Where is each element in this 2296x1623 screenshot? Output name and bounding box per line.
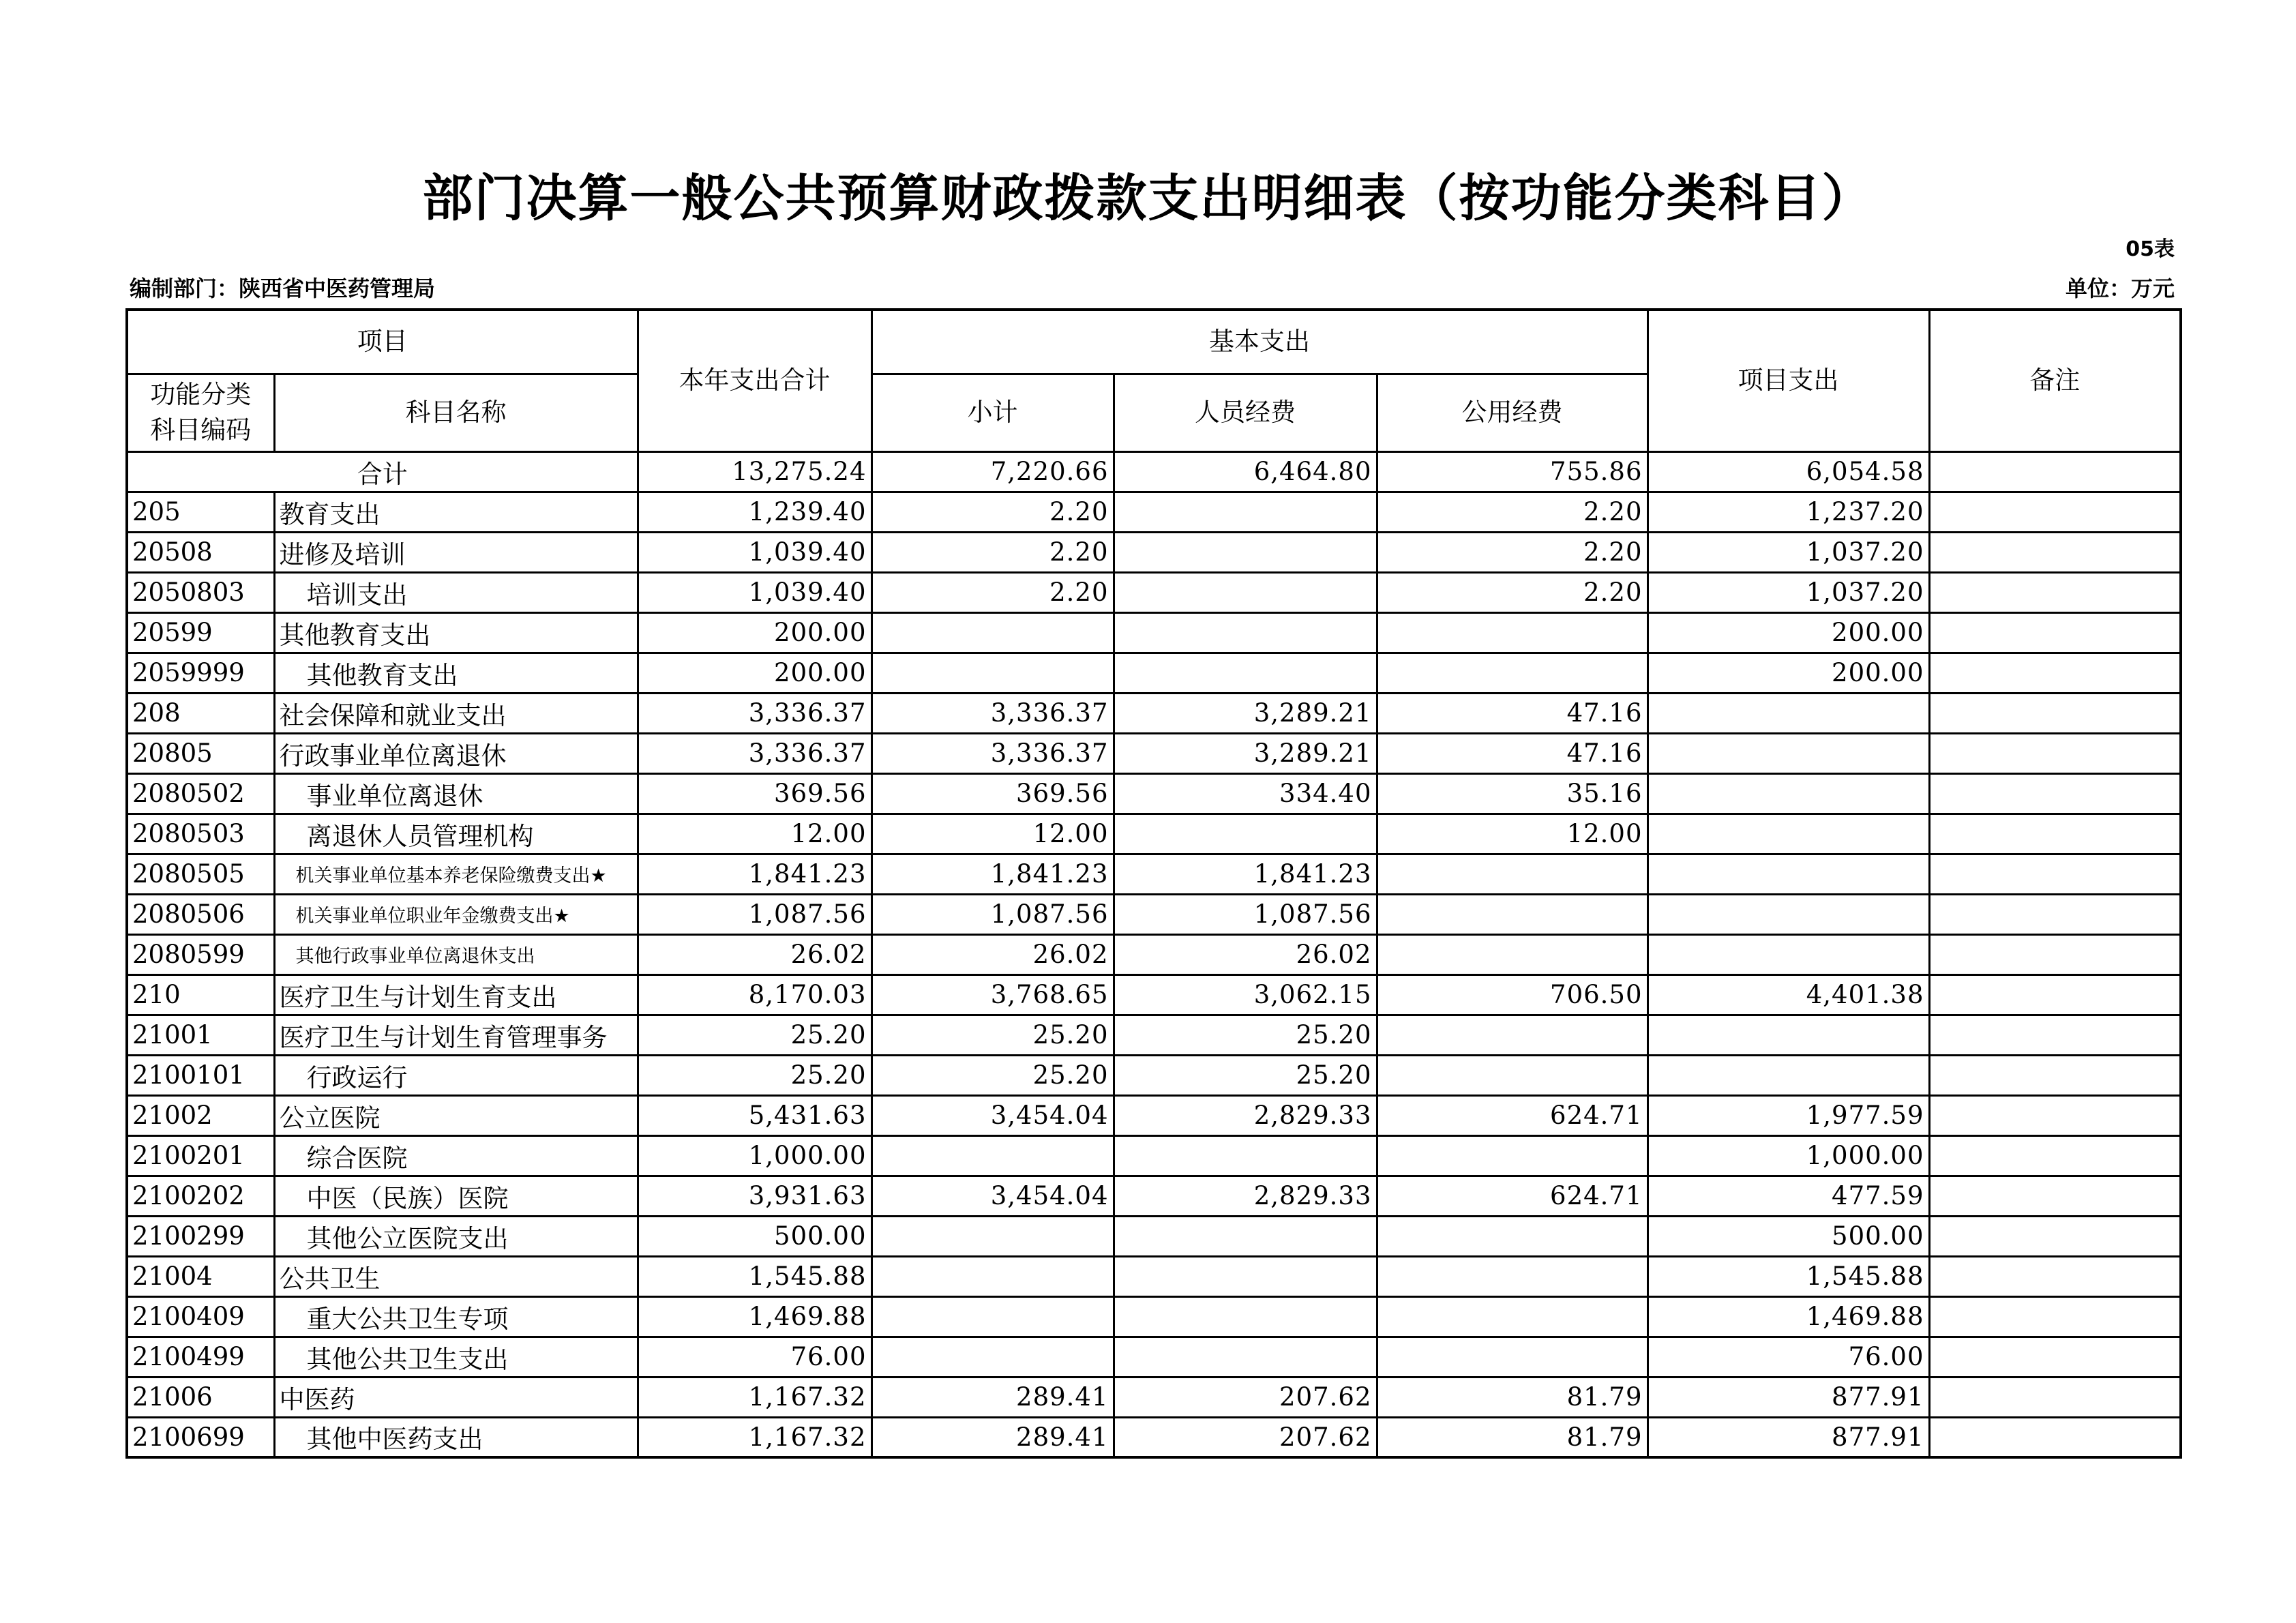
subtotal-cell xyxy=(871,612,1114,653)
header-subtotal: 小计 xyxy=(871,374,1114,451)
project-expenditure-cell xyxy=(1648,1015,1929,1055)
table-row xyxy=(127,612,2181,653)
public-cell xyxy=(1377,1256,1648,1296)
annual-total-cell: 200.00 xyxy=(638,612,871,653)
total-remark xyxy=(1929,451,2181,492)
subject-name-cell: 其他行政事业单位离退休支出 xyxy=(274,934,638,974)
remark-cell xyxy=(1929,894,2181,934)
personnel-cell xyxy=(1114,1296,1377,1337)
annual-total-cell: 1,469.88 xyxy=(638,1296,871,1337)
public-cell xyxy=(1377,854,1648,894)
project-expenditure-cell: 477.59 xyxy=(1648,1176,1929,1216)
public-cell: 2.20 xyxy=(1377,532,1648,572)
subject-name-cell: 机关事业单位基本养老保险缴费支出★ xyxy=(274,854,638,894)
remark-cell xyxy=(1929,773,2181,814)
personnel-cell: 25.20 xyxy=(1114,1015,1377,1055)
personnel-cell xyxy=(1114,1216,1377,1256)
table-row xyxy=(127,974,2181,1015)
public-cell: 81.79 xyxy=(1377,1417,1648,1457)
remark-cell xyxy=(1929,1015,2181,1055)
annual-total-cell: 1,167.32 xyxy=(638,1377,871,1417)
project-expenditure-cell xyxy=(1648,814,1929,854)
code-cell: 2100201 xyxy=(127,1135,274,1176)
personnel-cell: 2,829.33 xyxy=(1114,1095,1377,1135)
subtotal-cell: 2.20 xyxy=(871,492,1114,532)
code-cell: 2100499 xyxy=(127,1337,274,1377)
subtotal-cell: 3,768.65 xyxy=(871,974,1114,1015)
subtotal-cell xyxy=(871,1216,1114,1256)
table-row xyxy=(127,1256,2181,1296)
project-expenditure-cell xyxy=(1648,894,1929,934)
total-personnel: 6,464.80 xyxy=(1114,451,1377,492)
code-cell: 2100409 xyxy=(127,1296,274,1337)
code-cell: 2080599 xyxy=(127,934,274,974)
personnel-cell xyxy=(1114,1256,1377,1296)
code-cell: 21006 xyxy=(127,1377,274,1417)
public-cell xyxy=(1377,934,1648,974)
code-cell: 2050803 xyxy=(127,572,274,612)
subtotal-cell: 3,454.04 xyxy=(871,1095,1114,1135)
subject-name-cell: 医疗卫生与计划生育支出 xyxy=(274,974,638,1015)
code-cell: 205 xyxy=(127,492,274,532)
code-cell: 2080502 xyxy=(127,773,274,814)
project-expenditure-cell: 1,237.20 xyxy=(1648,492,1929,532)
personnel-cell xyxy=(1114,492,1377,532)
project-expenditure-cell xyxy=(1648,733,1929,773)
total-public: 755.86 xyxy=(1377,451,1648,492)
total-label: 合计 xyxy=(127,451,638,492)
subtotal-cell: 25.20 xyxy=(871,1055,1114,1095)
code-cell: 21004 xyxy=(127,1256,274,1296)
annual-total-cell: 8,170.03 xyxy=(638,974,871,1015)
annual-total-cell: 25.20 xyxy=(638,1055,871,1095)
subject-name-cell: 培训支出 xyxy=(274,572,638,612)
annual-total-cell: 3,336.37 xyxy=(638,693,871,733)
code-cell: 20508 xyxy=(127,532,274,572)
subtotal-cell xyxy=(871,1256,1114,1296)
table-number: 05表 xyxy=(2126,237,2175,261)
annual-total-cell: 1,087.56 xyxy=(638,894,871,934)
header-subject-name: 科目名称 xyxy=(274,374,638,451)
subject-name-cell: 综合医院 xyxy=(274,1135,638,1176)
total-annual: 13,275.24 xyxy=(638,451,871,492)
personnel-cell xyxy=(1114,1135,1377,1176)
personnel-cell: 2,829.33 xyxy=(1114,1176,1377,1216)
annual-total-cell: 1,239.40 xyxy=(638,492,871,532)
remark-cell xyxy=(1929,1337,2181,1377)
table-row xyxy=(127,572,2181,612)
remark-cell xyxy=(1929,1256,2181,1296)
remark-cell xyxy=(1929,1055,2181,1095)
header-function-code: 功能分类科目编码 xyxy=(127,374,274,451)
annual-total-cell: 1,841.23 xyxy=(638,854,871,894)
public-cell xyxy=(1377,612,1648,653)
table-row xyxy=(127,894,2181,934)
header-personnel: 人员经费 xyxy=(1114,374,1377,451)
project-expenditure-cell: 1,000.00 xyxy=(1648,1135,1929,1176)
remark-cell xyxy=(1929,693,2181,733)
subtotal-cell xyxy=(871,1337,1114,1377)
subject-name-cell: 社会保障和就业支出 xyxy=(274,693,638,733)
personnel-cell xyxy=(1114,814,1377,854)
project-expenditure-cell: 4,401.38 xyxy=(1648,974,1929,1015)
remark-cell xyxy=(1929,854,2181,894)
public-cell: 2.20 xyxy=(1377,492,1648,532)
subject-name-cell: 离退休人员管理机构 xyxy=(274,814,638,854)
personnel-cell xyxy=(1114,612,1377,653)
subject-name-cell: 其他中医药支出 xyxy=(274,1417,638,1457)
subject-name-cell: 中医药 xyxy=(274,1377,638,1417)
project-expenditure-cell xyxy=(1648,1055,1929,1095)
public-cell: 706.50 xyxy=(1377,974,1648,1015)
annual-total-cell: 1,545.88 xyxy=(638,1256,871,1296)
code-cell: 2059999 xyxy=(127,653,274,693)
subject-name-cell: 其他教育支出 xyxy=(274,612,638,653)
annual-total-cell: 5,431.63 xyxy=(638,1095,871,1135)
code-cell: 2080506 xyxy=(127,894,274,934)
public-cell xyxy=(1377,1216,1648,1256)
table-row xyxy=(127,1055,2181,1095)
annual-total-cell: 76.00 xyxy=(638,1337,871,1377)
table-row xyxy=(127,814,2181,854)
project-expenditure-cell xyxy=(1648,854,1929,894)
total-project: 6,054.58 xyxy=(1648,451,1929,492)
personnel-cell xyxy=(1114,653,1377,693)
public-cell xyxy=(1377,1055,1648,1095)
personnel-cell: 1,841.23 xyxy=(1114,854,1377,894)
subtotal-cell: 3,336.37 xyxy=(871,733,1114,773)
subtotal-cell: 369.56 xyxy=(871,773,1114,814)
remark-cell xyxy=(1929,572,2181,612)
subtotal-cell: 289.41 xyxy=(871,1377,1114,1417)
subject-name-cell: 教育支出 xyxy=(274,492,638,532)
public-cell xyxy=(1377,1135,1648,1176)
annual-total-cell: 3,931.63 xyxy=(638,1176,871,1216)
remark-cell xyxy=(1929,492,2181,532)
annual-total-cell: 369.56 xyxy=(638,773,871,814)
annual-total-cell: 500.00 xyxy=(638,1216,871,1256)
subject-name-cell: 机关事业单位职业年金缴费支出★ xyxy=(274,894,638,934)
personnel-cell: 26.02 xyxy=(1114,934,1377,974)
code-cell: 2080505 xyxy=(127,854,274,894)
remark-cell xyxy=(1929,1216,2181,1256)
project-expenditure-cell: 76.00 xyxy=(1648,1337,1929,1377)
subtotal-cell: 289.41 xyxy=(871,1417,1114,1457)
annual-total-cell: 1,039.40 xyxy=(638,532,871,572)
personnel-cell: 25.20 xyxy=(1114,1055,1377,1095)
table-row xyxy=(127,773,2181,814)
subject-name-cell: 重大公共卫生专项 xyxy=(274,1296,638,1337)
public-cell: 81.79 xyxy=(1377,1377,1648,1417)
annual-total-cell: 12.00 xyxy=(638,814,871,854)
personnel-cell: 3,289.21 xyxy=(1114,693,1377,733)
table-row xyxy=(127,1095,2181,1135)
project-expenditure-cell: 1,037.20 xyxy=(1648,532,1929,572)
annual-total-cell: 1,039.40 xyxy=(638,572,871,612)
table-row xyxy=(127,1296,2181,1337)
annual-total-cell: 3,336.37 xyxy=(638,733,871,773)
subtotal-cell xyxy=(871,1135,1114,1176)
remark-cell xyxy=(1929,1176,2181,1216)
subject-name-cell: 行政事业单位离退休 xyxy=(274,733,638,773)
subject-name-cell: 公共卫生 xyxy=(274,1256,638,1296)
code-cell: 2100101 xyxy=(127,1055,274,1095)
subtotal-cell: 26.02 xyxy=(871,934,1114,974)
public-cell: 12.00 xyxy=(1377,814,1648,854)
code-cell: 2100202 xyxy=(127,1176,274,1216)
remark-cell xyxy=(1929,1296,2181,1337)
code-cell: 21002 xyxy=(127,1095,274,1135)
table-row xyxy=(127,1337,2181,1377)
project-expenditure-cell xyxy=(1648,934,1929,974)
subtotal-cell: 3,336.37 xyxy=(871,693,1114,733)
table-row xyxy=(127,693,2181,733)
table-row xyxy=(127,733,2181,773)
subtotal-cell: 1,841.23 xyxy=(871,854,1114,894)
personnel-cell: 207.62 xyxy=(1114,1417,1377,1457)
personnel-cell: 3,062.15 xyxy=(1114,974,1377,1015)
annual-total-cell: 1,000.00 xyxy=(638,1135,871,1176)
public-cell xyxy=(1377,894,1648,934)
annual-total-cell: 25.20 xyxy=(638,1015,871,1055)
total-subtotal: 7,220.66 xyxy=(871,451,1114,492)
personnel-cell xyxy=(1114,572,1377,612)
annual-total-cell: 26.02 xyxy=(638,934,871,974)
code-cell: 21001 xyxy=(127,1015,274,1055)
header-project-expenditure: 项目支出 xyxy=(1648,310,1929,451)
subject-name-cell: 进修及培训 xyxy=(274,532,638,572)
remark-cell xyxy=(1929,934,2181,974)
code-cell: 20599 xyxy=(127,612,274,653)
public-cell: 624.71 xyxy=(1377,1176,1648,1216)
project-expenditure-cell xyxy=(1648,773,1929,814)
subtotal-cell: 12.00 xyxy=(871,814,1114,854)
subtotal-cell xyxy=(871,1296,1114,1337)
personnel-cell: 207.62 xyxy=(1114,1377,1377,1417)
subject-name-cell: 中医（民族）医院 xyxy=(274,1176,638,1216)
table-row xyxy=(127,653,2181,693)
public-cell xyxy=(1377,1337,1648,1377)
subject-name-cell: 医疗卫生与计划生育管理事务 xyxy=(274,1015,638,1055)
total-row xyxy=(127,451,2181,492)
subject-name-cell: 其他公立医院支出 xyxy=(274,1216,638,1256)
header-project: 项目 xyxy=(127,310,638,374)
table-row xyxy=(127,934,2181,974)
table-row xyxy=(127,532,2181,572)
expenditure-table xyxy=(125,308,2182,1459)
annual-total-cell: 200.00 xyxy=(638,653,871,693)
table-row xyxy=(127,1015,2181,1055)
unit-label: 单位：万元 xyxy=(2065,276,2175,301)
public-cell: 47.16 xyxy=(1377,733,1648,773)
subject-name-cell: 其他公共卫生支出 xyxy=(274,1337,638,1377)
subject-name-cell: 事业单位离退休 xyxy=(274,773,638,814)
remark-cell xyxy=(1929,1095,2181,1135)
code-cell: 2100699 xyxy=(127,1417,274,1457)
subject-name-cell: 其他教育支出 xyxy=(274,653,638,693)
subtotal-cell xyxy=(871,653,1114,693)
table-row xyxy=(127,854,2181,894)
personnel-cell: 334.40 xyxy=(1114,773,1377,814)
personnel-cell xyxy=(1114,532,1377,572)
project-expenditure-cell: 200.00 xyxy=(1648,653,1929,693)
remark-cell xyxy=(1929,653,2181,693)
public-cell: 624.71 xyxy=(1377,1095,1648,1135)
code-cell: 2080503 xyxy=(127,814,274,854)
subject-name-cell: 公立医院 xyxy=(274,1095,638,1135)
project-expenditure-cell: 1,469.88 xyxy=(1648,1296,1929,1337)
project-expenditure-cell: 1,977.59 xyxy=(1648,1095,1929,1135)
code-cell: 210 xyxy=(127,974,274,1015)
public-cell: 35.16 xyxy=(1377,773,1648,814)
remark-cell xyxy=(1929,733,2181,773)
remark-cell xyxy=(1929,1135,2181,1176)
header-remark: 备注 xyxy=(1929,310,2181,451)
public-cell xyxy=(1377,653,1648,693)
public-cell xyxy=(1377,1296,1648,1337)
project-expenditure-cell: 877.91 xyxy=(1648,1417,1929,1457)
remark-cell xyxy=(1929,1377,2181,1417)
subtotal-cell: 3,454.04 xyxy=(871,1176,1114,1216)
project-expenditure-cell xyxy=(1648,693,1929,733)
subtotal-cell: 1,087.56 xyxy=(871,894,1114,934)
project-expenditure-cell: 877.91 xyxy=(1648,1377,1929,1417)
public-cell xyxy=(1377,1015,1648,1055)
header-public: 公用经费 xyxy=(1377,374,1648,451)
remark-cell xyxy=(1929,532,2181,572)
table-row xyxy=(127,492,2181,532)
department-label: 编制部门：陕西省中医药管理局 xyxy=(130,276,436,301)
remark-cell xyxy=(1929,612,2181,653)
project-expenditure-cell: 1,037.20 xyxy=(1648,572,1929,612)
annual-total-cell: 1,167.32 xyxy=(638,1417,871,1457)
code-cell: 2100299 xyxy=(127,1216,274,1256)
subtotal-cell: 25.20 xyxy=(871,1015,1114,1055)
personnel-cell xyxy=(1114,1337,1377,1377)
project-expenditure-cell: 500.00 xyxy=(1648,1216,1929,1256)
table-row xyxy=(127,1377,2181,1417)
project-expenditure-cell: 1,545.88 xyxy=(1648,1256,1929,1296)
table-row xyxy=(127,1135,2181,1176)
code-cell: 208 xyxy=(127,693,274,733)
subtotal-cell: 2.20 xyxy=(871,572,1114,612)
table-row xyxy=(127,1417,2181,1457)
header-annual-total: 本年支出合计 xyxy=(638,310,871,451)
project-expenditure-cell: 200.00 xyxy=(1648,612,1929,653)
personnel-cell: 3,289.21 xyxy=(1114,733,1377,773)
public-cell: 47.16 xyxy=(1377,693,1648,733)
table-row xyxy=(127,1216,2181,1256)
remark-cell xyxy=(1929,974,2181,1015)
personnel-cell: 1,087.56 xyxy=(1114,894,1377,934)
public-cell: 2.20 xyxy=(1377,572,1648,612)
code-cell: 20805 xyxy=(127,733,274,773)
page-title: 部门决算一般公共预算财政拨款支出明细表（按功能分类科目） xyxy=(422,169,1874,228)
table-row xyxy=(127,1176,2181,1216)
subject-name-cell: 行政运行 xyxy=(274,1055,638,1095)
remark-cell xyxy=(1929,814,2181,854)
header-basic-expenditure: 基本支出 xyxy=(871,310,1648,374)
remark-cell xyxy=(1929,1417,2181,1457)
subtotal-cell: 2.20 xyxy=(871,532,1114,572)
